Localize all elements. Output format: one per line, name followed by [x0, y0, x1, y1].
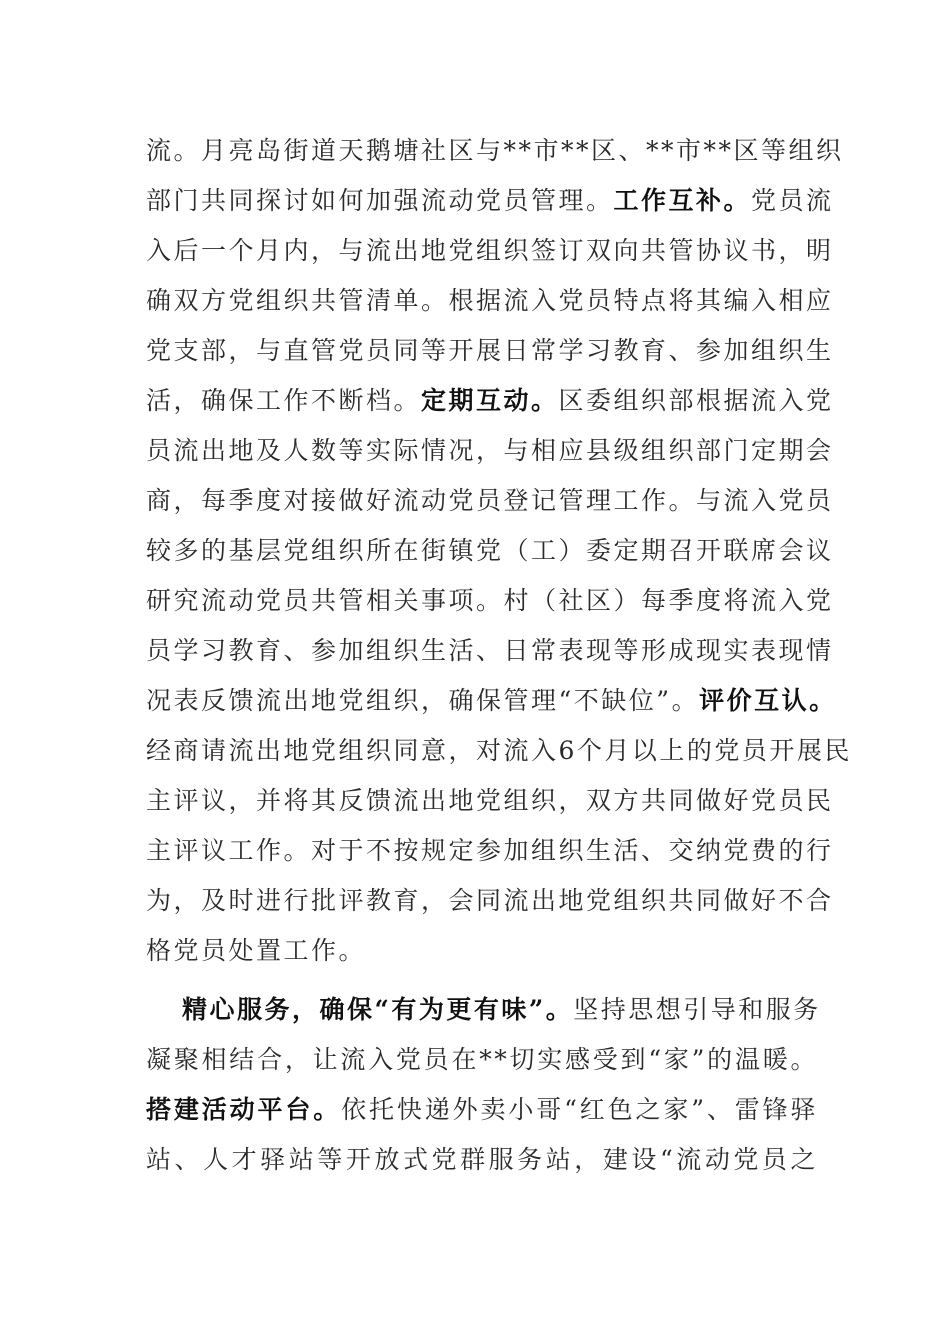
text-line: 确双方党组织共管清单。根据流入党员特点将其编入相应 [146, 286, 834, 315]
text-line: 主评议工作。对于不按规定参加组织生活、交纳党费的行 [146, 836, 834, 865]
text-line: 活，确保工作不断档。定期互动。区委组织部根据流入党 [146, 386, 834, 415]
bold-heading: 工作互补。 [613, 186, 752, 215]
bold-heading: 评价互认。 [699, 686, 837, 715]
text-line: 商，每季度对接做好流动党员登记管理工作。与流入党员 [146, 486, 834, 515]
text-line: 入后一个月内，与流出地党组织签订双向共管协议书，明 [146, 236, 834, 265]
text-line: 况表反馈流出地党组织，确保管理“不缺位”。评价互认。 [146, 686, 837, 715]
text-line: 党支部，与直管党员同等开展日常学习教育、参加组织生 [146, 336, 834, 365]
text-line: 格党员处置工作。 [146, 936, 367, 965]
text-line: 较多的基层党组织所在街镇党（工）委定期召开联席会议 [146, 536, 834, 565]
text-line: 员流出地及人数等实际情况，与相应县级组织部门定期会 [146, 436, 834, 465]
text-line: 经商请流出地党组织同意，对流入6个月以上的党员开展民 [146, 736, 852, 765]
text-line: 精心服务，确保“有为更有味”。坚持思想引导和服务 [182, 995, 821, 1024]
text-line: 为，及时进行批评教育，会同流出地党组织共同做好不合 [146, 886, 834, 915]
text-line: 凝聚相结合，让流入党员在**切实感受到“家”的温暖。 [146, 1045, 818, 1074]
text-line: 部门共同探讨如何加强流动党员管理。工作互补。党员流 [146, 186, 834, 215]
text-line: 研究流动党员共管相关事项。村（社区）每季度将流入党 [146, 586, 834, 615]
bold-heading: 搭建活动平台。 [146, 1095, 342, 1124]
text-line: 员学习教育、参加组织生活、日常表现等形成现实表现情 [146, 636, 834, 665]
text-line: 搭建活动平台。依托快递外卖小哥“红色之家”、雷锋驿 [146, 1095, 818, 1124]
bold-heading: 定期互动。 [421, 386, 559, 415]
text-line: 流。月亮岛街道天鹅塘社区与**市**区、**市**区等组织 [146, 136, 844, 165]
bold-heading: 精心服务，确保“有为更有味”。 [182, 995, 574, 1024]
text-line: 主评议，并将其反馈流出地党组织，双方共同做好党员民 [146, 786, 834, 815]
text-line: 站、人才驿站等开放式党群服务站，建设“流动党员之 [146, 1145, 818, 1174]
